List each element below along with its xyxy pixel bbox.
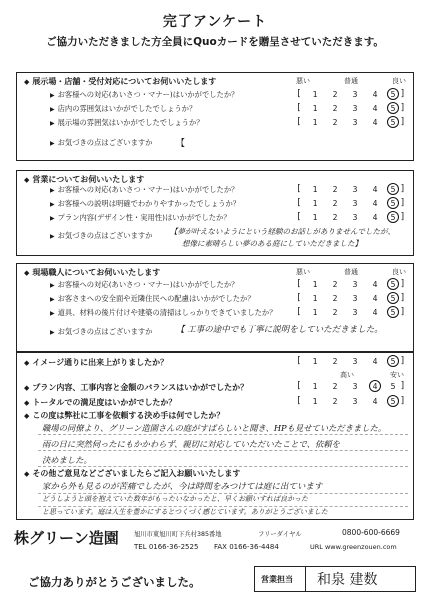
diamond-icon: ◆ — [24, 399, 30, 407]
scale-good-3: 良い — [392, 268, 406, 276]
selected-circle-icon — [387, 211, 399, 223]
rating-option-1[interactable]: 1 — [312, 308, 318, 317]
rating-option-1[interactable]: 1 — [312, 397, 318, 406]
selected-circle-icon — [369, 380, 381, 392]
s1-comment-bracket[interactable]: 【 — [176, 139, 186, 149]
rating-option-4[interactable]: 4 — [372, 357, 378, 366]
s4-q-total-label: ◆ トータルでの満足度はいかがでしたか？ — [24, 398, 177, 407]
scale-cheap: 安い — [390, 371, 404, 379]
s3-comment-answer: 【 工事の途中でも丁寧に説明をしていただきました。 — [176, 325, 383, 335]
rating-option-3[interactable]: 3 — [352, 397, 358, 406]
company-address: 旭川市東旭川町下兵村385番地 — [134, 531, 222, 538]
rating-option-1[interactable]: 1 — [312, 280, 318, 289]
rating-option-5[interactable]: 5 — [390, 90, 396, 99]
rating-option-4[interactable]: 4 — [372, 280, 378, 289]
rating-option-5[interactable]: 5 — [390, 397, 396, 406]
rating-option-1[interactable]: 1 — [312, 199, 318, 208]
staff-label: 営業担当 — [261, 575, 293, 584]
bracket-left: [ — [296, 293, 302, 303]
diamond-icon: ◆ — [24, 176, 30, 184]
selected-circle-icon — [387, 278, 399, 290]
company-url[interactable]: URL www.greenzouen.com — [310, 543, 397, 551]
s1-q1-label: ▶ お客様への対応(あいさつ・マナー)はいかがでしたか？ — [50, 90, 239, 99]
rating-option-5[interactable]: 5 — [390, 118, 396, 127]
rating-option-1[interactable]: 1 — [312, 213, 318, 222]
rating-option-5[interactable]: 5 — [390, 382, 396, 391]
rating-option-3[interactable]: 3 — [352, 294, 358, 303]
survey-subtitle: ご協力いただきました方全員にQuoカードを贈呈させていただきます。 — [46, 36, 384, 48]
s1-q3-rating[interactable] — [296, 118, 406, 130]
rating-option-5[interactable]: 5 — [390, 280, 396, 289]
s3-q3-rating[interactable] — [296, 308, 406, 320]
s3-comment-label: ▶ お気づきの点はございますか — [50, 327, 153, 336]
s4-q-reason-label: ◆ この度は弊社に工事を依頼する決め手は何でしたか？ — [24, 411, 225, 420]
s4-opinion-line1: 家から外も見るのが苦痛でしたが、今は時間をみつけては庭に出ています — [42, 482, 323, 492]
bracket-left: [ — [296, 117, 302, 127]
rating-option-5[interactable]: 5 — [390, 357, 396, 366]
rating-option-4[interactable]: 4 — [372, 90, 378, 99]
s2-q3-label: ▶ プラン内容(デザイン性・実用性)はいかがでしたか？ — [50, 213, 231, 222]
rating-option-2[interactable]: 2 — [332, 185, 338, 194]
selected-circle-icon — [387, 355, 399, 367]
rating-option-1[interactable]: 1 — [312, 294, 318, 303]
rating-option-2[interactable]: 2 — [332, 90, 338, 99]
diamond-icon: ◆ — [24, 412, 30, 420]
bracket-left: [ — [296, 212, 302, 222]
s2-comment-line1: 【夢が叶えないようにという経験のお話しがありませんでしたが、 — [170, 227, 395, 236]
s1-q2-rating[interactable] — [296, 104, 406, 116]
diamond-icon: ◆ — [24, 384, 30, 392]
bracket-right: ] — [400, 103, 406, 113]
rating-option-3[interactable]: 3 — [352, 382, 358, 391]
scale-normal: 普通 — [344, 77, 358, 85]
rating-option-3[interactable]: 3 — [352, 118, 358, 127]
rating-option-4[interactable]: 4 — [372, 294, 378, 303]
s4-reason-line2: 雨の日に突然伺ったにもかかわらず、親切に対応していただいたことで、依頼を — [42, 439, 340, 449]
s1-comment-label: ▶ お気づきの点はございますか — [50, 138, 153, 147]
rating-option-3[interactable]: 3 — [352, 185, 358, 194]
rating-option-4[interactable]: 4 — [372, 382, 378, 391]
bracket-right: ] — [400, 279, 406, 289]
s2-comment-line2: 想像に素晴らしい夢のある庭にしていただきました】 — [182, 239, 362, 248]
s3-q2-rating[interactable] — [296, 294, 406, 306]
s3-q3-label: ▶ 道具、材料の後片付けや建築の清掃はしっかりできていましたか？ — [50, 308, 277, 317]
section3-heading: ◆ 現場職人についてお伺いいたします — [24, 268, 161, 277]
selected-circle-icon — [387, 102, 399, 114]
diamond-icon: ◆ — [24, 269, 30, 277]
scale-good: 良い — [392, 77, 406, 85]
rating-option-4[interactable]: 4 — [372, 308, 378, 317]
bracket-left: [ — [296, 381, 302, 391]
bracket-left: [ — [296, 184, 302, 194]
rating-option-3[interactable]: 3 — [352, 280, 358, 289]
scale-bad-3: 悪い — [296, 268, 310, 276]
bracket-right: ] — [400, 293, 406, 303]
company-tel: TEL 0166-36-2525 — [134, 543, 199, 551]
company-logo: 株グリーン造園 — [14, 529, 119, 547]
rating-option-2[interactable]: 2 — [332, 294, 338, 303]
rating-option-2[interactable]: 2 — [332, 382, 338, 391]
section2-heading: ◆ 営業についてお伺いいたします — [24, 175, 145, 184]
rating-option-3[interactable]: 3 — [352, 213, 358, 222]
diamond-icon: ◆ — [24, 470, 30, 478]
s1-q2-label: ▶ 店内の雰囲気はいかがでしたでしょうか？ — [50, 104, 197, 113]
s2-q1-rating[interactable] — [296, 185, 406, 197]
rating-option-2[interactable]: 2 — [332, 397, 338, 406]
s2-q2-label: ▶ お客様への説明は明確でわかりやすかったでしょうか？ — [50, 199, 241, 208]
rating-option-5[interactable]: 5 — [390, 185, 396, 194]
rating-option-2[interactable]: 2 — [332, 104, 338, 113]
selected-circle-icon — [387, 116, 399, 128]
staff-signature: 和泉 建数 — [317, 572, 378, 588]
s4-q-price-rating[interactable] — [296, 382, 406, 394]
s2-q2-rating[interactable] — [296, 199, 406, 211]
selected-circle-icon — [387, 395, 399, 407]
rating-option-5[interactable]: 5 — [390, 294, 396, 303]
s4-opinion-line2: どうしようと頭を抱えていた数年がもったいなかったと、早くお願いすれば良かった — [42, 495, 308, 503]
thanks-message: ご協力ありがとうございました。 — [28, 575, 201, 589]
s4-q-total-rating[interactable] — [296, 397, 406, 409]
rating-option-4[interactable]: 4 — [372, 213, 378, 222]
rating-option-1[interactable]: 1 — [312, 357, 318, 366]
bracket-left: [ — [296, 103, 302, 113]
bracket-right: ] — [400, 307, 406, 317]
freedial-label: フリーダイヤル — [258, 531, 302, 538]
diamond-icon: ◆ — [24, 78, 30, 86]
s4-reason-line3: 決めました。 — [42, 455, 92, 465]
selected-circle-icon — [387, 183, 399, 195]
selected-circle-icon — [387, 292, 399, 304]
bracket-right: ] — [400, 89, 406, 99]
survey-title: 完了アンケート — [162, 14, 268, 30]
bracket-right: ] — [400, 184, 406, 194]
staff-divider — [305, 567, 306, 591]
rating-option-4[interactable]: 4 — [372, 104, 378, 113]
s1-q1-rating[interactable] — [296, 90, 406, 102]
bracket-right: ] — [400, 381, 406, 391]
bracket-left: [ — [296, 396, 302, 406]
s3-q1-label: ▶ お客様への対応(あいさつ・マナー)はいかがでしたか？ — [50, 280, 239, 289]
s4-q-opinion-label: ◆ その他ご意見などございましたらご記入お願いいたします — [24, 469, 241, 478]
rating-option-3[interactable]: 3 — [352, 199, 358, 208]
selected-circle-icon — [387, 197, 399, 209]
selected-circle-icon — [387, 306, 399, 318]
rating-option-5[interactable]: 5 — [390, 199, 396, 208]
bracket-right: ] — [400, 356, 406, 366]
bracket-right: ] — [400, 117, 406, 127]
bracket-left: [ — [296, 279, 302, 289]
answer-rule — [38, 434, 408, 435]
rating-option-2[interactable]: 2 — [332, 213, 338, 222]
bracket-right: ] — [400, 212, 406, 222]
s4-reason-line1: 職場の同僚より、グリーン造園さんの庭がすばらしいと聞き、HPも見せていただきました。 — [42, 423, 387, 433]
scale-bad: 悪い — [296, 77, 310, 85]
s2-q3-rating[interactable] — [296, 213, 406, 225]
freedial-number: 0800-600-6669 — [342, 528, 400, 537]
bracket-left: [ — [296, 356, 302, 366]
rating-option-3[interactable]: 3 — [352, 308, 358, 317]
rating-option-2[interactable]: 2 — [332, 280, 338, 289]
rating-option-1[interactable]: 1 — [312, 118, 318, 127]
bracket-left: [ — [296, 89, 302, 99]
bracket-right: ] — [400, 396, 406, 406]
bracket-left: [ — [296, 307, 302, 317]
rating-option-1[interactable]: 1 — [312, 104, 318, 113]
section1-heading: ◆ 展示場・店舗・受付対応についてお伺いいたします — [24, 77, 217, 86]
rating-option-1[interactable]: 1 — [312, 90, 318, 99]
rating-option-4[interactable]: 4 — [372, 118, 378, 127]
s2-comment-label: ▶ お気づきの点はございますか — [50, 231, 153, 240]
scale-high: 高い — [340, 371, 354, 379]
rating-option-4[interactable]: 4 — [372, 397, 378, 406]
scale-normal-3: 普通 — [344, 268, 358, 276]
rating-option-5[interactable]: 5 — [390, 308, 396, 317]
answer-rule — [38, 466, 408, 467]
s3-q1-rating[interactable] — [296, 280, 406, 292]
diamond-icon: ◆ — [24, 359, 30, 367]
rating-option-2[interactable]: 2 — [332, 308, 338, 317]
company-fax: FAX 0166-36-4484 — [214, 543, 279, 551]
rating-option-4[interactable]: 4 — [372, 185, 378, 194]
selected-circle-icon — [387, 88, 399, 100]
rating-option-2[interactable]: 2 — [332, 357, 338, 366]
s3-q2-label: ▶ お客さまへの安全面や近隣住民への配慮はいかがでしたか？ — [50, 294, 255, 303]
rating-option-4[interactable]: 4 — [372, 199, 378, 208]
staff-box — [254, 566, 416, 592]
rating-option-2[interactable]: 2 — [332, 199, 338, 208]
bracket-left: [ — [296, 198, 302, 208]
rating-option-3[interactable]: 3 — [352, 357, 358, 366]
s4-q-price-label: ◆ プラン内容、工事内容と金額のバランスはいかがでしたか？ — [24, 383, 249, 392]
rating-option-1[interactable]: 1 — [312, 185, 318, 194]
rating-option-5[interactable]: 5 — [390, 104, 396, 113]
answer-rule — [38, 450, 408, 451]
s4-opinion-line3: と思っています。庭は人生を豊かにするとつくづく感じています。ありがとうございました — [42, 508, 328, 516]
bracket-right: ] — [400, 198, 406, 208]
s4-q-image-label: ◆ イメージ通りに出来上がりましたか？ — [24, 358, 169, 367]
rating-option-5[interactable]: 5 — [390, 213, 396, 222]
rating-option-1[interactable]: 1 — [312, 382, 318, 391]
s4-q-image-rating[interactable] — [296, 357, 406, 369]
s2-q1-label: ▶ お客様への対応(あいさつ・マナー)はいかがでしたか？ — [50, 185, 239, 194]
rating-option-3[interactable]: 3 — [352, 104, 358, 113]
rating-option-2[interactable]: 2 — [332, 118, 338, 127]
s1-q3-label: ▶ 展示場の雰囲気はいかがでしたでしょうか？ — [50, 118, 204, 127]
rating-option-3[interactable]: 3 — [352, 90, 358, 99]
